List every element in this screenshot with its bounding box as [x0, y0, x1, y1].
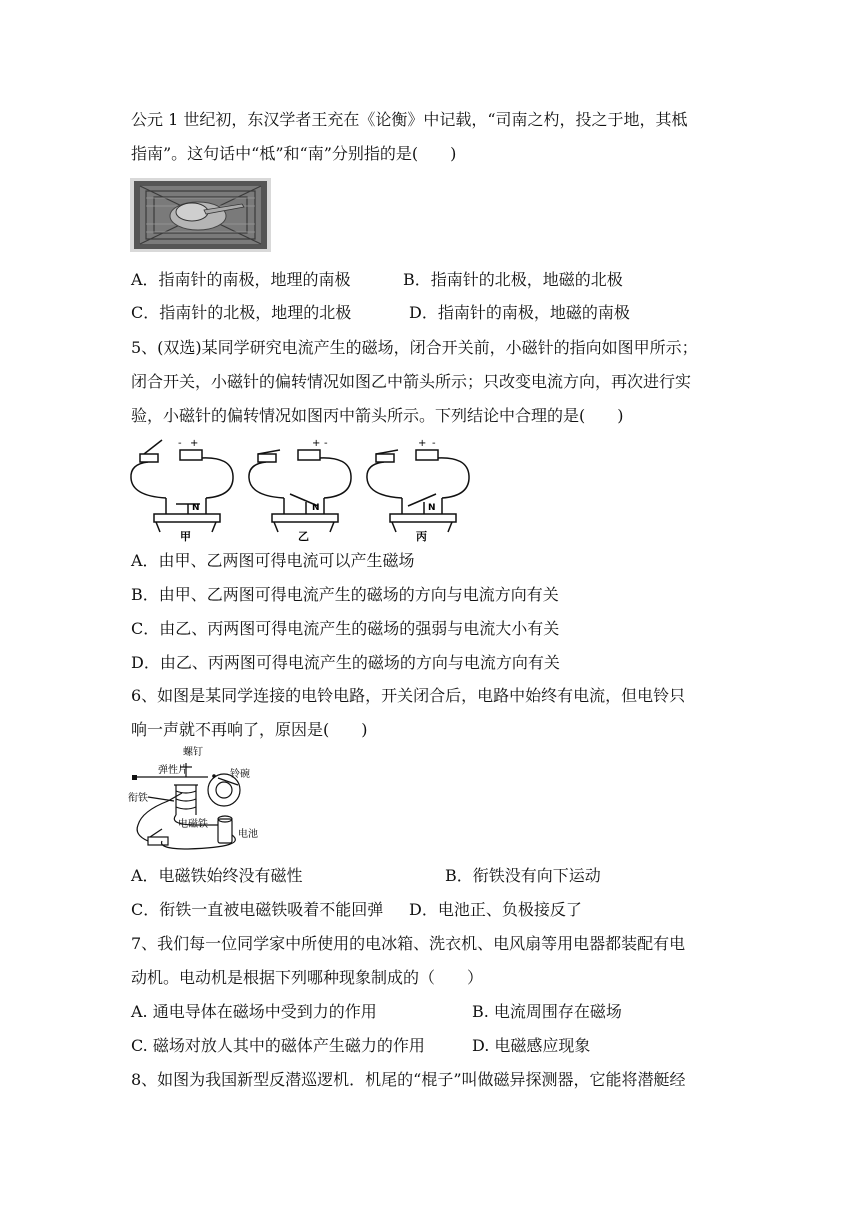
q4-option-c[interactable]: C．指南针的北极，地理的北极 [131, 303, 352, 322]
needle-n-yi: N [312, 503, 320, 513]
q7-option-a[interactable]: A. 通电导体在磁场中受到力的作用 [131, 1002, 377, 1021]
label-screw: 螺钉 [183, 747, 203, 758]
label-battery: 电池 [238, 829, 258, 840]
q7-options-row1 [131, 1000, 622, 1024]
q5-option-a[interactable]: A．由甲、乙两图可得电流可以产生磁场 [131, 551, 415, 570]
label-jia: 甲 [180, 530, 191, 542]
q6-bell-circuit-figure [128, 745, 278, 853]
q8-stem-line1: 8、如图为我国新型反潜巡逻机．机尾的“棍子”叫做磁异探测器，它能将潜艇经 [131, 1070, 686, 1089]
minus-sign-yi: - [324, 438, 328, 449]
label-electromagnet: 电磁铁 [178, 819, 208, 830]
needle-n-bing: N [428, 503, 436, 513]
label-spring: 弹性片 [158, 765, 188, 776]
q7-stem-line2: 动机。电动机是根据下列哪种现象制成的（ ） [131, 968, 484, 987]
plus-sign-yi: + [312, 438, 321, 449]
q6-options-row2 [131, 898, 582, 922]
q7-option-d[interactable]: D. 电磁感应现象 [472, 1036, 591, 1055]
q7-options-row2 [131, 1034, 590, 1058]
q5-option-b[interactable]: B．由甲、乙两图可得电流产生的磁场的方向与电流方向有关 [131, 585, 559, 604]
q6-option-d[interactable]: D．电池正、负极接反了 [409, 900, 582, 919]
q6-stem-line1: 6、如图是某同学连接的电铃电路，开关闭合后，电路中始终有电流，但电铃只 [131, 686, 686, 705]
q4-option-b[interactable]: B．指南针的北极，地磁的北极 [403, 270, 623, 289]
q5-stem-line2: 闭合开关，小磁针的偏转情况如图乙中箭头所示；只改变电流方向，再次进行实 [131, 372, 692, 391]
q5-stem-line1: 5、(双选)某同学研究电流产生的磁场，闭合开关前，小磁针的指向如图甲所示； [131, 338, 698, 357]
q4-option-a[interactable]: A．指南针的南极，地理的南极 [131, 270, 351, 289]
q6-option-b[interactable]: B．衔铁没有向下运动 [445, 866, 601, 885]
q5-option-d[interactable]: D．由乙、丙两图可得电流产生的磁场的方向与电流方向有关 [131, 653, 560, 672]
label-bell: 铃碗 [230, 769, 250, 780]
q7-option-c[interactable]: C. 磁场对放人其中的磁体产生磁力的作用 [131, 1036, 425, 1055]
q4-option-d[interactable]: D．指南针的南极，地磁的南极 [409, 303, 630, 322]
q4-stem-line1: 公元 1 世纪初，东汉学者王充在《论衡》中记载，“司南之杓，投之于地，其柢 [131, 110, 688, 129]
label-bing: 丙 [416, 530, 427, 542]
q7-option-b[interactable]: B. 电流周围存在磁场 [472, 1002, 622, 1021]
minus-sign-bing: - [432, 438, 436, 449]
minus-sign-jia: - [178, 438, 182, 449]
label-yi: 乙 [298, 530, 309, 542]
q4-options-row1 [131, 268, 623, 292]
q6-options-row1 [131, 864, 601, 888]
sinan-photo [130, 178, 271, 252]
q4-stem-line2: 指南”。这句话中“柢”和“南”分别指的是( ) [131, 144, 457, 163]
q5-stem-line3: 验，小磁针的偏转情况如图丙中箭头所示。下列结论中合理的是( ) [131, 406, 624, 425]
figure-yi [249, 450, 351, 532]
plus-sign-jia: + [190, 438, 199, 449]
label-armature: 衔铁 [128, 793, 148, 804]
q7-stem-line1: 7、我们每一位同学家中所使用的电冰箱、洗衣机、电风扇等用电器都装配有电 [131, 934, 686, 953]
q4-options-row2 [131, 301, 630, 325]
figure-jia [131, 440, 233, 532]
needle-n-jia: N [192, 503, 200, 513]
q6-option-c[interactable]: C．衔铁一直被电磁铁吸着不能回弹 [131, 900, 384, 919]
plus-sign-bing: + [418, 438, 427, 449]
q6-stem-line2: 响一声就不再响了，原因是( ) [131, 720, 368, 739]
figure-bing [367, 450, 469, 532]
q6-option-a[interactable]: A．电磁铁始终没有磁性 [131, 866, 303, 885]
q5-figure [128, 436, 473, 542]
q5-option-c[interactable]: C．由乙、丙两图可得电流产生的磁场的强弱与电流大小有关 [131, 619, 560, 638]
